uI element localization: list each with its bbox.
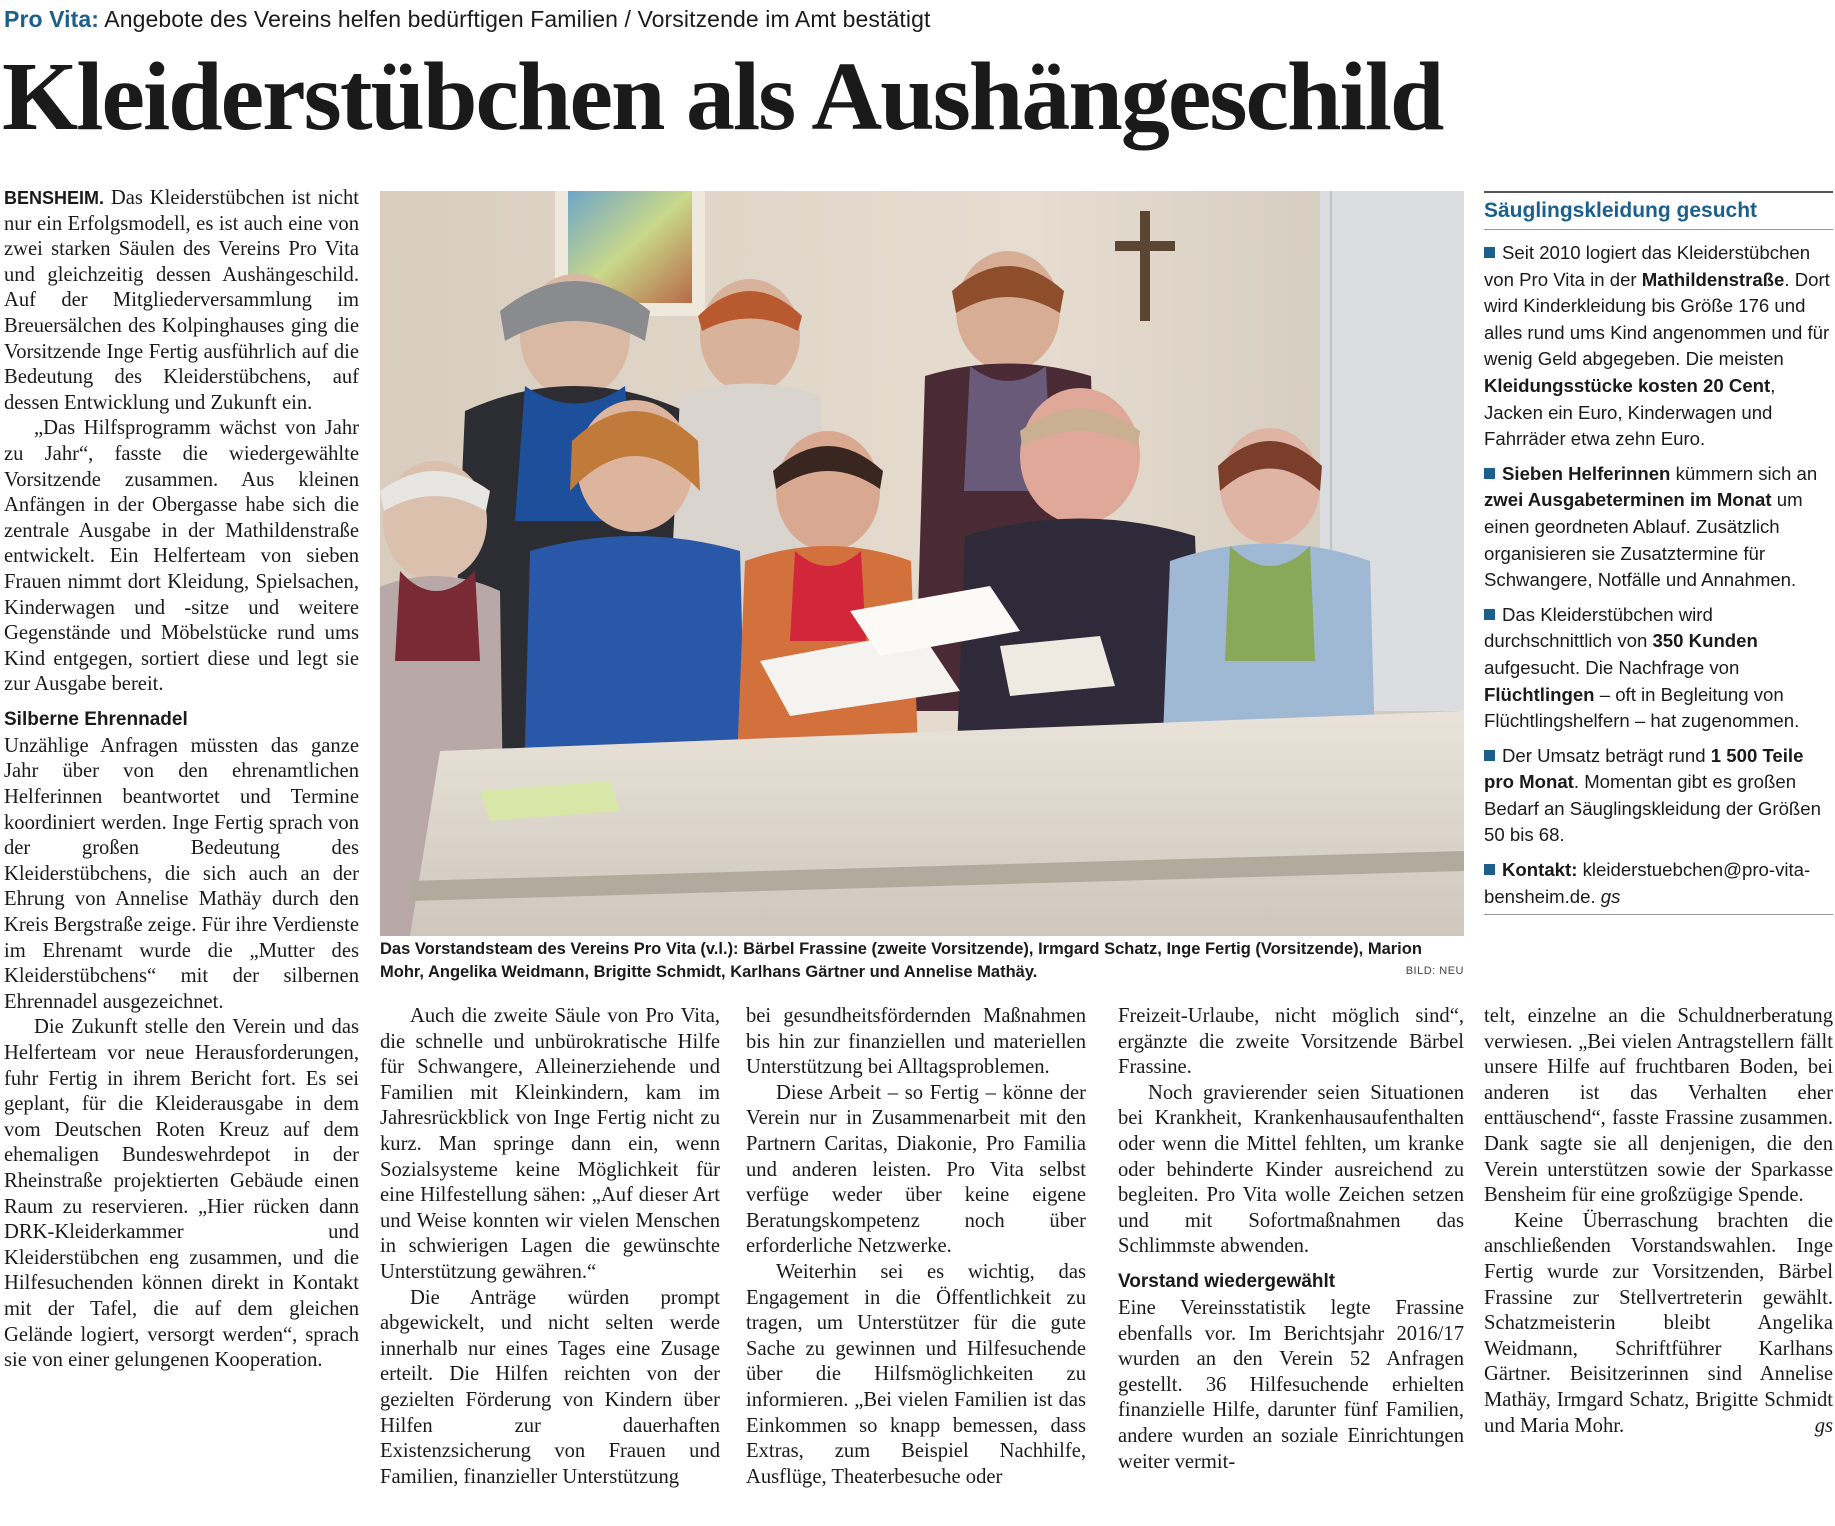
info-box-title: Säuglingskleidung gesucht bbox=[1484, 199, 1758, 222]
text: aufgesucht. Die Nachfrage von bbox=[1484, 656, 1740, 678]
text-bold: zwei Ausgabeterminen im Monat bbox=[1484, 489, 1772, 511]
topline bbox=[4, 6, 930, 33]
text-bold: 1 500 Teile pro Monat bbox=[1484, 744, 1804, 793]
text-bold: Flüchtlingen bbox=[1484, 683, 1595, 705]
photo-credit: BILD: NEU bbox=[1405, 965, 1464, 977]
paragraph: Eine Vereinsstatistik legte Frassine ebenfalls vor. Im Berichtsjahr 2016/17 wurden an den Verein 52 Anfragen gestellt. 36 Hilfesuchende erhielten finanzielle Hilfe, darunter fünf Familien, andere wurden an soziale Einrichtungen weiter vermit- bbox=[1118, 1296, 1464, 1473]
paragraph: Auch die zweite Säule von Pro Vita, die schnelle und unbürokratische Hilfe für Schwangere, Alleinerziehende und Familien mit Kleinkindern, kam im Jahresrückblick von Inge Fertig nicht zu kurz. Man springe dann ein, wenn Sozialsysteme keine Möglichkeit für eine Hilfestellung sähen: „Auf dieser Art und Weise konnten wir vielen Menschen in schwierigen Lagen die gewünschte Unterstützung gewähren.“ bbox=[380, 1005, 720, 1283]
author-initials: gs bbox=[1595, 885, 1621, 907]
text: . Dort wird Kinderkleidung bis Größe 176 und alles rund ums Kind angenommen und für wenig Geld abgegeben. Die meisten bbox=[1484, 268, 1830, 370]
text: Seit 2010 logiert das Kleiderstübchen von Pro Vita in der bbox=[1484, 242, 1811, 290]
author-initials: gs bbox=[1814, 1414, 1833, 1437]
info-item bbox=[1484, 743, 1833, 849]
paragraph: Die Zukunft stelle den Verein und das Helferteam vor neue Herausforderungen, fuhr Fertig in ihrem Bericht fort. Es sei geplant, für die Kleiderausgabe in dem vom Deutschen Roten Kreuz auf dem ehemaligen Bundeswehrdepot in der Rheinstraße projektierten Gebäude einen Raum zu reservieren. „Hier rücken dann DRK-Kleiderkammer und Kleiderstübchen eng zusammen, und die Hilfesuchenden können direkt in Kontakt mit der Tafel, die auf dem gleichen Gelände logiert, versorgt werden“, sprach sie von einer gelungenen Kooperation. bbox=[4, 1016, 359, 1372]
kicker: Pro Vita: bbox=[4, 6, 100, 32]
text: – oft in Begleitung von Flüchtlingshelfern – hat zugenommen. bbox=[1484, 683, 1800, 732]
column-1 bbox=[4, 186, 359, 1374]
info-item bbox=[1484, 602, 1833, 735]
photo-caption bbox=[380, 938, 1464, 984]
paragraph: Freizeit-Urlaube, nicht möglich sind“, ergänzte die zweite Vorsitzende Bärbel Frassine. bbox=[1118, 1005, 1464, 1079]
bullet-square-icon bbox=[1484, 609, 1495, 620]
text-bold: 350 Kunden bbox=[1652, 630, 1758, 652]
paragraph: Diese Arbeit – so Fertig – könne der Verein nur in Zusammenarbeit mit den Partnern Caritas, Diakonie, Pro Familia und anderen leisten. Pro Vita selbst verfüge weder über keine eigene Beratungskompetenz noch über erforderliche Netzwerke. bbox=[746, 1081, 1086, 1258]
paragraph-text: Keine Überraschung brachten die anschließenden Vorstandswahlen. Inge Fertig wurde zur Vorsitzenden, Bärbel Frassine zur Stellvertreterin gewählt. Schatzmeisterin bleibt Angelika Weidmann, Schriftführer Karlhans Gärtner. Beisitzerinnen sind Annelise Mathäy, Irmgard Schatz, Brigitte Schmidt und Maria Mohr. bbox=[1484, 1209, 1833, 1437]
paragraph bbox=[4, 186, 359, 416]
paragraph: Die Anträge würden prompt abgewickelt, und nicht selten werde innerhalb nur eines Tages eine Zusage erteilt. Die Hilfen reichten von der gezielten Förderung von Kindern über Hilfen zur dauerhaften Existenzsicherung von Frauen und Familien, finanzieller Unterstützung bbox=[380, 1286, 720, 1488]
text: Das Kleiderstübchen wird durchschnittlich von bbox=[1484, 603, 1713, 652]
text: kümmern sich an bbox=[1670, 462, 1818, 484]
paragraph: Weiterhin sei es wichtig, das Engagement in die Öffentlichkeit zu tragen, um Unterstützer für die gute Sache zu gewinnen und Hilfesuchende über die Hilfsmöglichkeiten zu informieren. „Bei vielen Familien ist das Einkommen so knapp bemessen, dass Extras, zum Beispiel Nachhilfe, Ausflüge, Theaterbesuche oder bbox=[746, 1260, 1086, 1488]
contact-email: kleiderstuebchen@pro-vita-bensheim.de. bbox=[1484, 859, 1811, 907]
team-photo bbox=[380, 191, 1464, 936]
headline: Kleiderstübchen als Aushängeschild bbox=[2, 43, 1443, 151]
text-bold: Sieben Helferinnen bbox=[1502, 462, 1671, 484]
subheading: Vorstand wiedergewählt bbox=[1118, 1270, 1336, 1292]
divider bbox=[1484, 229, 1833, 230]
dateline: BENSHEIM. bbox=[4, 188, 105, 208]
text: Der Umsatz beträgt rund bbox=[1502, 744, 1711, 766]
paragraph bbox=[1484, 1209, 1833, 1439]
column-3 bbox=[746, 1004, 1086, 1490]
text: , Jacken ein Euro, Kinderwagen und Fahrräder etwa zehn Euro. bbox=[1484, 374, 1776, 450]
info-item bbox=[1484, 240, 1833, 453]
text-bold: Kontakt: bbox=[1502, 859, 1578, 881]
column-5 bbox=[1484, 1004, 1833, 1439]
paragraph: Unzählige Anfragen müssten das ganze Jahr über von den ehrenamtlichen Helferinnen beantwortet und Termine koordiniert werden. Inge Fertig sprach von der großen Bedeutung des Kleiderstübchens, die sich auch an der Ehrung von Annelise Mathäy durch den Kreis Bergstraße zeige. Für ihre Verdienste im Ehrenamt wurde die „Mutter des Kleiderstübchens“ mit der silbernen Ehrennadel ausgezeichnet. bbox=[4, 734, 359, 1013]
paragraph: „Das Hilfsprogramm wächst von Jahr zu Jahr“, fasste die wiedergewählte Vorsitzende zusammen. Aus kleinen Anfängen in der Obergasse habe sich die zentrale Ausgabe in der Mathildenstraße entwickelt. Ein Helferteam von sieben Frauen nimmt dort Kleidung, Spielsachen, Kinderwagen und -sitze und weitere Gegenstände und Möbelstücke rund ums Kind entgegen, sortiert diese und legt sie zur Ausgabe bereit. bbox=[4, 417, 359, 696]
column-4 bbox=[1118, 1004, 1464, 1475]
info-box bbox=[1484, 191, 1833, 923]
text-bold: Kleidungsstücke kosten 20 Cent bbox=[1484, 374, 1771, 396]
paragraph: bei gesundheitsfördernden Maßnahmen bis hin zur finanziellen und materiellen Unterstützung bei Alltagsproblemen. bbox=[746, 1005, 1086, 1079]
subheading: Silberne Ehrennadel bbox=[4, 708, 188, 730]
info-item bbox=[1484, 857, 1833, 915]
text: . Momentan gibt es großen Bedarf an Säuglingskleidung der Größen 50 bis 68. bbox=[1484, 771, 1821, 846]
bullet-square-icon bbox=[1484, 750, 1495, 761]
paragraph: Noch gravierender seien Situationen bei Krankheit, Krankenhausaufenthalten oder wenn die Mittel fehlten, um kranke oder behinderte Kinder ausreichend zu begleiten. Pro Vita wolle Zeichen setzen und mit Sofortmaßnahmen das Schlimmste abwenden. bbox=[1118, 1081, 1464, 1258]
bullet-square-icon bbox=[1484, 864, 1495, 875]
info-item bbox=[1484, 461, 1833, 594]
column-2 bbox=[380, 1004, 720, 1490]
bullet-square-icon bbox=[1484, 468, 1495, 479]
caption-text: Das Vorstandsteam des Vereins Pro Vita (v.l.): Bärbel Frassine (zweite Vorsitzende), Irmgard Schatz, Inge Fertig (Vorsitzende), Marion Mohr, Angelika Weidmann, Brigitte Schmidt, Karlhans Gärtner und Annelise Mathäy. bbox=[380, 940, 1422, 981]
text: um einen geordneten Ablauf. Zusätzlich organisieren sie Zusatztermine für Schwangere, Notfälle und Annahmen. bbox=[1484, 489, 1803, 591]
divider bbox=[1484, 191, 1833, 193]
bullet-square-icon bbox=[1484, 247, 1495, 258]
paragraph: telt, einzelne an die Schuldnerberatung verwiesen. „Bei vielen Antragstellern fällt unsere Hilfe auf fruchtbaren Boden, bei anderen ist das Verhalten eher enttäuschend“, fasste Frassine zusammen. Dank sagte sie all denjenigen, die den Verein unterstützen sowie der Sparkasse Bensheim für eine großzügige Spende. bbox=[1484, 1005, 1833, 1207]
text-bold: Mathildenstraße bbox=[1641, 268, 1785, 290]
paragraph-text: Das Kleiderstübchen ist nicht nur ein Erfolgsmodell, es ist auch eine von zwei starken Säulen des Vereins Pro Vita und gleichzeitig dessen Aushängeschild. Auf der Mitgliederversammlung im Breuersälchen des Kolpinghauses ging die Vorsitzende Inge Fertig ausführlich auf die Bedeutung des Kleiderstübchens, auf dessen Entwicklung und Zukunft ein. bbox=[4, 187, 359, 414]
subheadline: Angebote des Vereins helfen bedürftigen Familien / Vorsitzende im Amt bestätigt bbox=[99, 6, 931, 32]
